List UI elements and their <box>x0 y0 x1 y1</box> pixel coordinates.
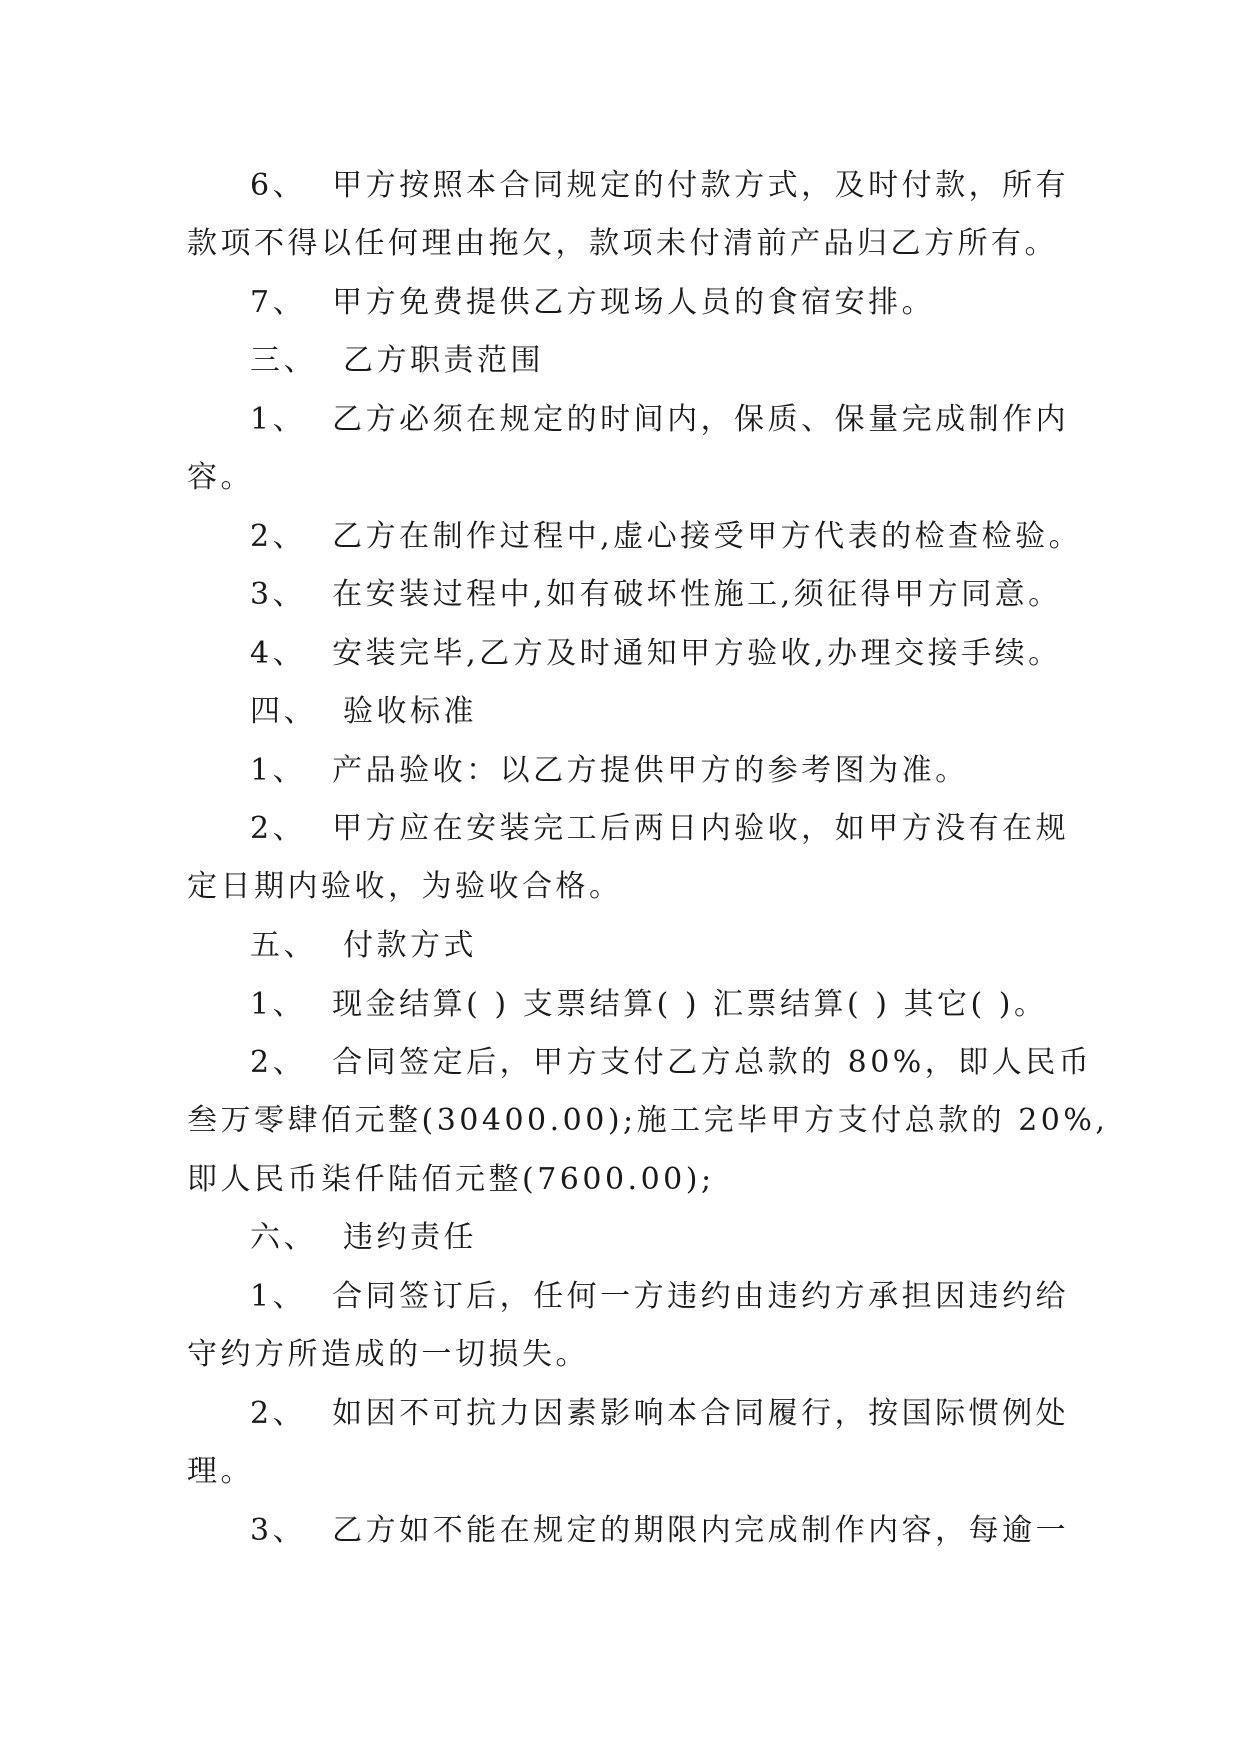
clause-4-2-continued <box>187 867 1067 907</box>
clause-4-1 <box>250 751 1067 791</box>
section-title: 违约责任 <box>343 1220 477 1255</box>
item-number: 2、 <box>250 1045 307 1080</box>
clause-text: 现金结算( ) 支票结算( ) 汇票结算( ) 其它( )。 <box>332 987 1048 1022</box>
item-number: 3、 <box>250 577 307 612</box>
item-number: 6、 <box>250 168 307 203</box>
section-heading-6 <box>250 1218 1067 1258</box>
clause-6-2-continued <box>187 1452 1067 1492</box>
clause-text: 在安装过程中,如有破坏性施工,须征得甲方同意。 <box>332 577 1062 612</box>
clause-text: 叁万零肆佰元整(30400.00);施工完毕甲方支付总款的 20%, <box>187 1103 1109 1138</box>
section-title: 验收标准 <box>343 694 477 729</box>
section-number: 四、 <box>250 694 317 729</box>
item-number: 1、 <box>250 1279 307 1314</box>
item-number: 1、 <box>250 402 307 437</box>
clause-6-3 <box>250 1511 1070 1551</box>
clause-text: 款项不得以任何理由拖欠，款项未付清前产品归乙方所有。 <box>187 226 1058 261</box>
section-title: 付款方式 <box>343 928 477 963</box>
clause-text: 安装完毕,乙方及时通知甲方验收,办理交接手续。 <box>332 636 1062 671</box>
clause-3-1 <box>250 400 1070 440</box>
clause-text: 乙方如不能在规定的期限内完成制作内容，每逾一 <box>332 1513 1070 1548</box>
section-heading-5 <box>250 926 1067 966</box>
clause-text: 容。 <box>187 460 254 495</box>
clause-3-4 <box>250 634 1067 674</box>
clause-text: 定日期内验收，为验收合格。 <box>187 869 623 904</box>
clause-text: 甲方按照本合同规定的付款方式，及时付款，所有 <box>332 168 1070 203</box>
section-number: 三、 <box>250 343 317 378</box>
item-number: 2、 <box>250 519 307 554</box>
clause-6 <box>250 166 1070 206</box>
clause-6-2 <box>250 1394 1070 1434</box>
section-number: 六、 <box>250 1220 317 1255</box>
clause-text: 理。 <box>187 1454 254 1489</box>
section-heading-3 <box>250 341 1067 381</box>
clause-3-2 <box>250 517 1083 557</box>
clause-text: 甲方应在安装完工后两日内验收，如甲方没有在规 <box>332 811 1070 846</box>
item-number: 7、 <box>250 285 307 320</box>
clause-4-2 <box>250 809 1070 849</box>
clause-3-3 <box>250 575 1067 615</box>
item-number: 4、 <box>250 636 307 671</box>
clause-text: 乙方必须在规定的时间内，保质、保量完成制作内 <box>332 402 1070 437</box>
clause-6-1 <box>250 1277 1070 1317</box>
clause-6-continued <box>187 224 1067 264</box>
clause-5-2-continued <box>187 1101 1109 1141</box>
item-number: 3、 <box>250 1513 307 1548</box>
clause-text: 守约方所造成的一切损失。 <box>187 1337 589 1372</box>
clause-3-1-continued <box>187 458 1067 498</box>
clause-5-1 <box>250 985 1067 1025</box>
clause-text: 甲方免费提供乙方现场人员的食宿安排。 <box>332 285 936 320</box>
clause-7 <box>250 283 1067 323</box>
section-number: 五、 <box>250 928 317 963</box>
clause-text: 产品验收：以乙方提供甲方的参考图为准。 <box>332 753 969 788</box>
clause-5-2-continued-2 <box>187 1160 1067 1200</box>
section-title: 乙方职责范围 <box>343 343 544 378</box>
clause-text: 合同签定后，甲方支付乙方总款的 80%，即人民币 <box>332 1045 1093 1080</box>
item-number: 2、 <box>250 811 307 846</box>
clause-text: 合同签订后，任何一方违约由违约方承担因违约给 <box>332 1279 1070 1314</box>
clause-6-1-continued <box>187 1335 1067 1375</box>
clause-5-2 <box>250 1043 1093 1083</box>
clause-text: 如因不可抗力因素影响本合同履行，按国际惯例处 <box>332 1396 1070 1431</box>
section-heading-4 <box>250 692 1067 732</box>
clause-text: 乙方在制作过程中,虚心接受甲方代表的检查检验。 <box>332 519 1083 554</box>
item-number: 1、 <box>250 987 307 1022</box>
item-number: 1、 <box>250 753 307 788</box>
clause-text: 即人民币柒仟陆佰元整(7600.00); <box>187 1162 715 1197</box>
item-number: 2、 <box>250 1396 307 1431</box>
